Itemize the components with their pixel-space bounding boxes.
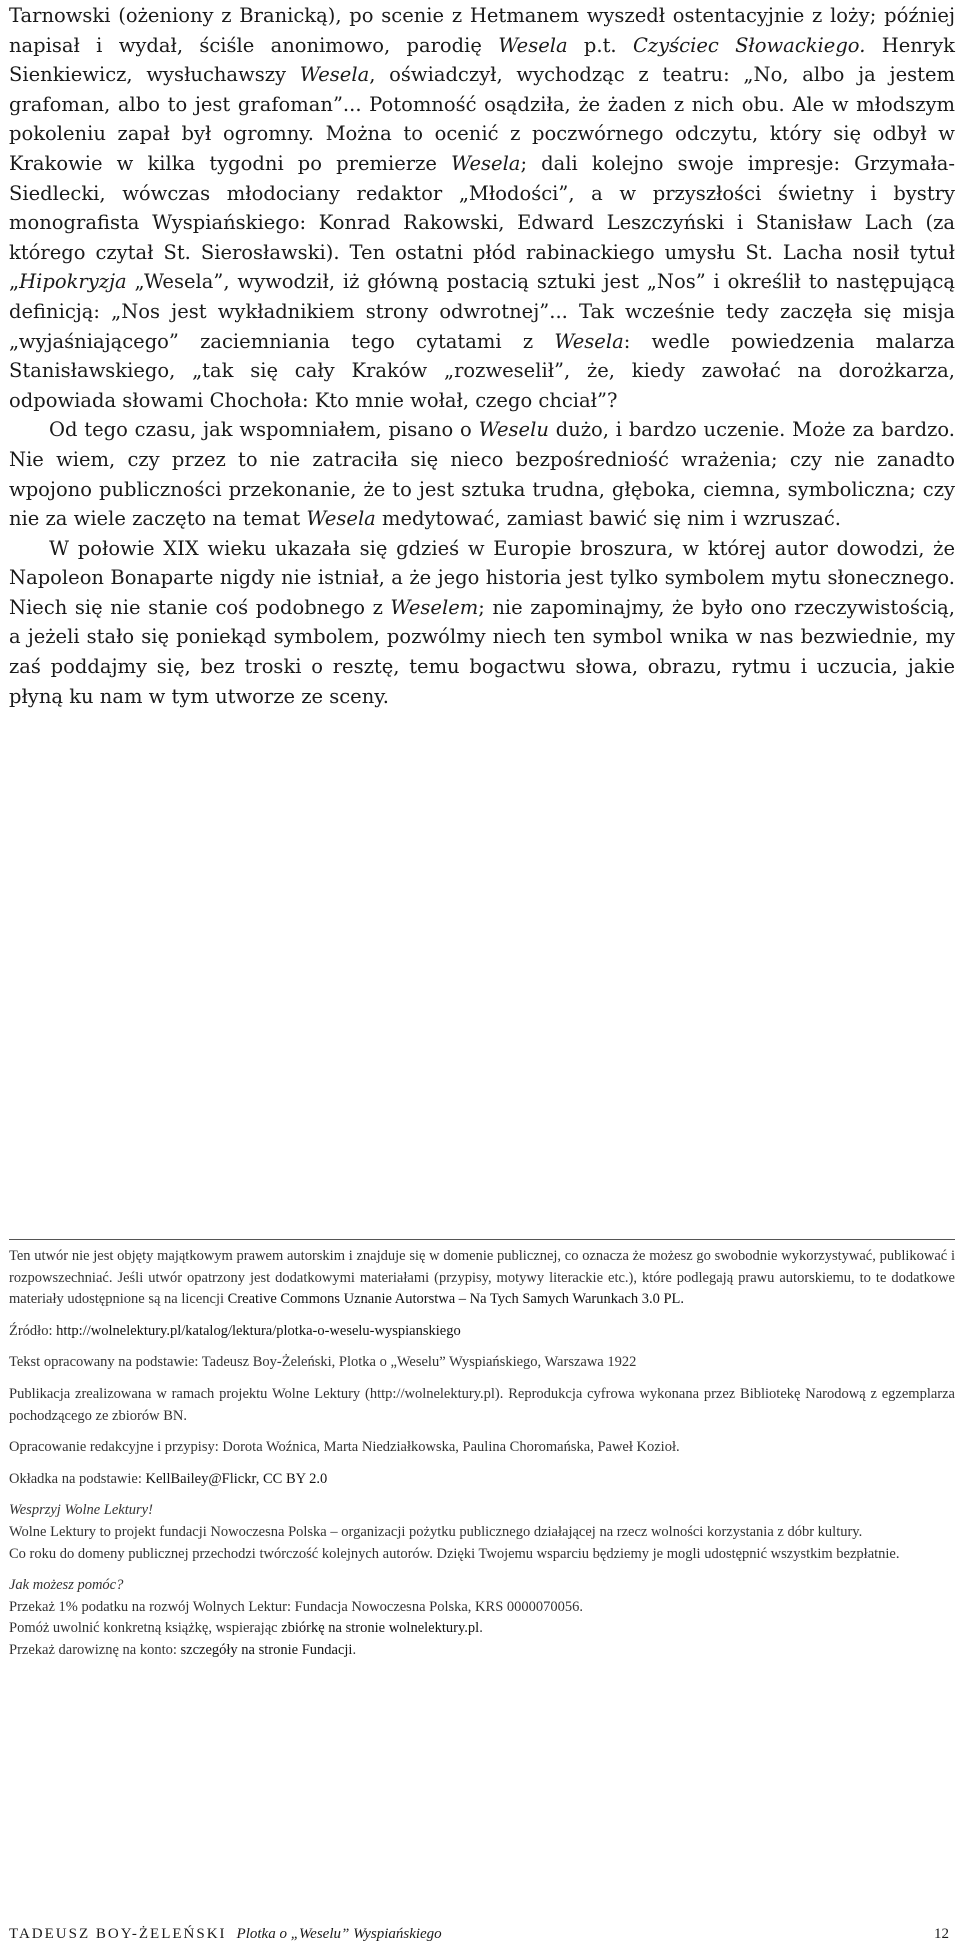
basis-line: Tekst opracowany na podstawie: Tadeusz Boy-Żeleński, Plotka o „Weselu” Wyspiańskiego, Warszawa 1922 — [9, 1354, 637, 1371]
paragraph-3 — [9, 534, 955, 712]
paragraph-2 — [9, 415, 955, 533]
running-author: TADEUSZ BOY-ŻELEŃSKI — [9, 1926, 227, 1942]
cover-credit-link[interactable]: KellBailey@Flickr, CC BY 2.0 — [145, 1470, 328, 1487]
text: ; nie zapominajmy, że było ono rzeczywistością, a jeżeli stało się poniekąd symbolem, pozwólmy niech ten symbol wnika w nas bezwiednie, my zaś poddajmy się, bez troski o resztę, temu bogactwu słowa, obrazu, rytmu i uczucia, jakie płyną ku nam w tym utworze ze sceny. — [9, 595, 956, 708]
italic-title: Weselu — [478, 418, 549, 442]
running-footer — [9, 1923, 955, 1945]
support-text-1: Wolne Lektury to projekt fundacji Nowoczesna Polska – organizacji pożytku publicznego działającej na rzecz wolności korzystania z dóbr kultury. — [9, 1523, 863, 1540]
italic-title: Wesela — [451, 151, 521, 175]
support-heading: Wesprzyj Wolne Lektury! — [9, 1502, 153, 1519]
text: Okładka na podstawie: — [9, 1470, 146, 1487]
italic-title: Wesela — [498, 33, 568, 57]
text: medytować, zamiast bawić się nim i wzruszać. — [375, 507, 841, 531]
italic-title: Wesela — [306, 507, 376, 531]
page-number: 12 — [934, 1926, 949, 1942]
foundation-details-link[interactable]: szczegóły na stronie Fundacji — [180, 1641, 353, 1658]
main-text — [9, 1, 955, 711]
text: ; dali kolejno swoje impresje: Grzymała-Siedlecki, wówczas młodociany redaktor „Młodości”, a w przyszłości świetny i bystry monografista Wyspiańskiego: Konrad Rakowski, Edward Leszczyński i Stanisław Lach (za którego czytał St. Sierosławski). Ten ostatni płód rabinackiego umysłu St. Lacha nosił tytuł „ — [9, 151, 955, 294]
italic-title: Weselem — [390, 595, 479, 619]
text: p.t. — [567, 33, 633, 57]
text: . — [352, 1641, 357, 1658]
colophon — [9, 1246, 955, 1662]
footer-divider — [9, 1239, 955, 1240]
text: Przekaż darowiznę na konto: — [9, 1641, 181, 1658]
paragraph-1 — [9, 1, 955, 415]
italic-title: Hipokryzja — [19, 270, 127, 294]
text: . — [479, 1620, 483, 1637]
help-line-2 — [9, 1618, 955, 1640]
license-note — [9, 1246, 955, 1311]
source-line — [9, 1321, 955, 1343]
text: „Wesela”, wywodził, iż główną postacią sztuki jest „Nos” i określił to następującą definicją: „Nos jest wykładnikiem strony odwrotnej”... Tak wcześnie tedy zaczęła się misja „wyjaśniającego” zaciemniania tego cytatami z — [9, 270, 955, 353]
cover-line — [9, 1469, 955, 1491]
text: Henryk Sienkiewicz, wysłuchawszy — [9, 33, 955, 87]
source-link[interactable]: http://wolnelektury.pl/katalog/lektura/plotka-o-weselu-wyspianskiego — [56, 1322, 461, 1339]
italic-title: Wesela — [554, 329, 624, 353]
text: Źródło: — [9, 1322, 57, 1339]
help-line-3 — [9, 1640, 955, 1662]
text: Od tego czasu, jak wspomniałem, pisano o — [49, 418, 479, 442]
license-link[interactable]: Creative Commons Uznanie Autorstwa – Na Tych Samych Warunkach 3.0 PL. — [227, 1291, 685, 1308]
text: Ten utwór nie jest objęty majątkowym prawem autorskim i znajduje się w domenie publicznej, co oznacza że możesz go swobodnie wykorzystywać, publikować i rozpowszechniać. Jeśli utwór opatrzony jest dodatkowymi materiałami (przypisy, motywy literackie etc.), które podlegają prawu autorskiemu, to te dodatkowe materiały udostępnione są na licencji — [9, 1248, 955, 1308]
text: dużo, i bardzo uczenie. Może za bardzo. Nie wiem, czy przez to nie zatraciła się nieco bezpośredniość wrażenia; czy nie zanadto wpojono publiczności przekonanie, że to jest sztuka trudna, głęboka, ciemna, symboliczna; czy nie za wiele zaczęto na temat — [9, 418, 955, 531]
help-line-1: Przekaż 1% podatku na rozwój Wolnych Lektur: Fundacja Nowoczesna Polska, KRS 0000070056. — [9, 1598, 584, 1615]
text: W połowie XIX wieku ukazała się gdzieś w Europie broszura, w której autor dowodzi, że Napoleon Bonaparte nigdy nie istniał, a że jego historia jest tylko symbolem mytu słonecznego. Niech się nie stanie coś podobnego z — [9, 536, 955, 619]
help-heading: Jak możesz pomóc? — [9, 1577, 124, 1594]
running-title: Plotka o „Weselu” Wyspiańskiego — [236, 1926, 442, 1942]
support-text-2: Co roku do domeny publicznej przechodzi twórczość kolejnych autorów. Dzięki Twojemu wsparciu będziemy je mogli udostępnić wszystkim bezpłatnie. — [9, 1545, 900, 1562]
text: Tarnowski (ożeniony z Branicką), po scenie z Hetmanem wyszedł ostentacyjnie z lożу; później napisał i wydał, ściśle anonimowo, parodię — [9, 4, 955, 57]
fundraiser-link[interactable]: zbiórkę na stronie wolnelektury.pl — [281, 1620, 480, 1637]
project-line: Publikacja zrealizowana w ramach projektu Wolne Lektury (http://wolnelektury.pl). Reprodukcja cyfrowa wykonana przez Bibliotekę Narodową z egzemplarza pochodzącego ze zbiorów BN. — [9, 1385, 955, 1424]
text: : wedle powiedzenia malarza Stanisławskiego, „tak się cały Kraków „rozweselił”, że, kiedy zawołać na dorożkarza, odpowiada słowami Chochoła: Kto mnie wołał, czego chciał”? — [9, 329, 955, 412]
text: Pomóż uwolnić konkretną książkę, wspierając — [9, 1620, 282, 1637]
italic-title: Wesela — [299, 63, 370, 87]
editors-line: Opracowanie redakcyjne i przypisy: Dorota Woźnica, Marta Niedziałkowska, Paulina Choromańska, Paweł Kozioł. — [9, 1439, 680, 1456]
italic-title: Czyściec Słowackiego. — [632, 33, 866, 57]
text: , oświadczył, wychodząc z teatru: „No, albo ja jestem grafoman, albo to jest grafoman”... Potomność osądziła, że żaden z nich obu. Ale w młodszym pokoleniu zapał był ogromny. Można to ocenić z poczwórnego odczytu, który się odbył w Krakowie w kilka tygodni po premierze — [9, 63, 955, 175]
